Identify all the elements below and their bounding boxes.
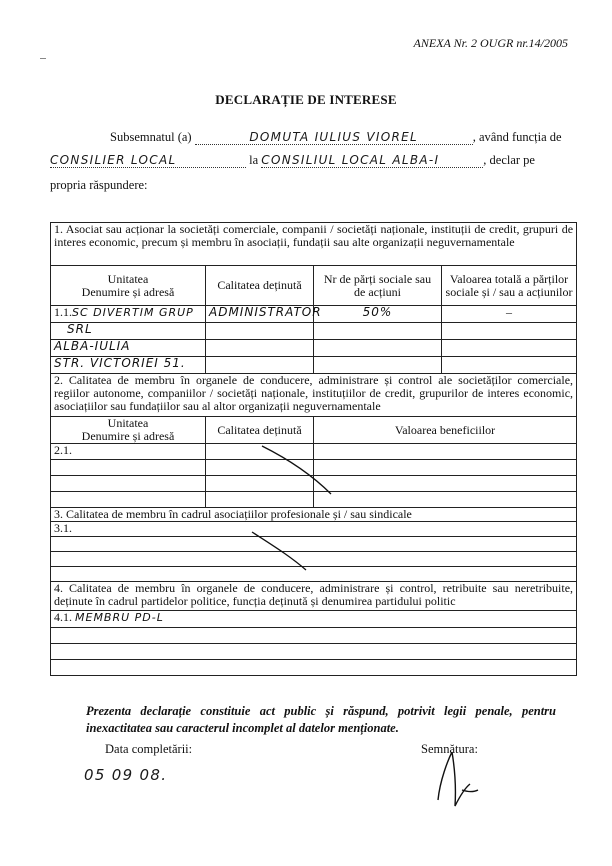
s2-header-valoare: Valoarea beneficiilor (314, 417, 577, 444)
annex-reference: ANEXA Nr. 2 OUGR nr.14/2005 (413, 36, 568, 50)
date-value: 05 09 08. (84, 766, 168, 784)
la-label: la (249, 153, 259, 167)
institution-value: CONSILIUL LOCAL ALBA-I (261, 153, 483, 168)
s1-header-calitatea: Calitatea deținută (206, 266, 314, 306)
section-1-title: 1. Asociat sau acționar la societăți comerciale, companii / societăți naționale, instituții de credit, grupuri de interes economic, precum și membru în asociații, fundații sau alte organizații neguvernamentale (51, 223, 577, 266)
section-2-title: 2. Calitatea de membru în organele de conducere, administrare și control ale societăților comerciale, regiilor autonome, companiilor / societăți naționale, instituțiilor de credit, grupurilor de interes economic, asociațiilor sau fundațiilor sau al altor organizații neguvernamentale (51, 374, 577, 417)
s1-row-label: 1.1. (54, 305, 72, 319)
signature-label: Semnătura: (421, 742, 478, 756)
s1-header-unitatea: Unitatea Denumire și adresă (51, 266, 206, 306)
declaration-statement: Prezenta declarație constituie act public și răspund, potrivit legii penale, pentru inexactitatea sau caracterul incomplet al datelor menționate. (86, 704, 556, 735)
s1-row-1-parti: 50% (314, 306, 442, 323)
subsemnatul-label: Subsemnatul (a) (110, 130, 192, 144)
section-2-cross-out-stroke (262, 446, 331, 494)
s2-header-unitatea: Unitatea Denumire și adresă (51, 417, 206, 444)
s1-header-parti: Nr de părți sociale sau de acțiuni (314, 266, 442, 306)
declar-label: , declar pe (483, 153, 535, 167)
s1-row-1-valoare: – (442, 306, 577, 323)
s1-header-valoare: Valoarea totală a părților sociale și / sau a acțiunilor (442, 266, 577, 306)
s2-header-calitatea: Calitatea deținută (206, 417, 314, 444)
s1-row-1-calitatea: ADMINISTRATOR (206, 306, 314, 323)
s2-row-label: 2.1. (51, 444, 206, 460)
function-value: CONSILIER LOCAL (50, 153, 246, 168)
document-title: DECLARAȚIE DE INTERESE (215, 92, 397, 107)
handwritten-signature (438, 752, 478, 806)
section-4-title: 4. Calitatea de membru în organele de conducere, administrare și control, retribuite sau neretribuite, deținute în cadrul partidelor politice, funcția deținută și denumirea partidului politic (51, 582, 577, 611)
function-label: , având funcția de (472, 130, 562, 144)
declarant-name: DOMUTA IULIUS VIOREL (195, 130, 473, 145)
date-label: Data completării: (105, 742, 193, 756)
s1-entry-line-4: STR. VICTORIEI 51. (51, 357, 206, 374)
s1-entry-line-3: ALBA-IULIA (51, 340, 206, 357)
s1-entry-line-1: SC DIVERTIM GRUP (72, 306, 194, 319)
s4-row-label: 4.1. (54, 610, 72, 624)
s1-entry-line-2: SRL (51, 323, 206, 340)
s4-entry: MEMBRU PD-L (75, 611, 164, 624)
section-3-title: 3. Calitatea de membru în cadrul asociațiilor profesionale și / sau sindicale (51, 508, 577, 522)
intro-line-3: propria răspundere: (50, 178, 148, 192)
section-3-cross-out-stroke (252, 532, 306, 570)
s3-row-label: 3.1. (51, 522, 577, 537)
